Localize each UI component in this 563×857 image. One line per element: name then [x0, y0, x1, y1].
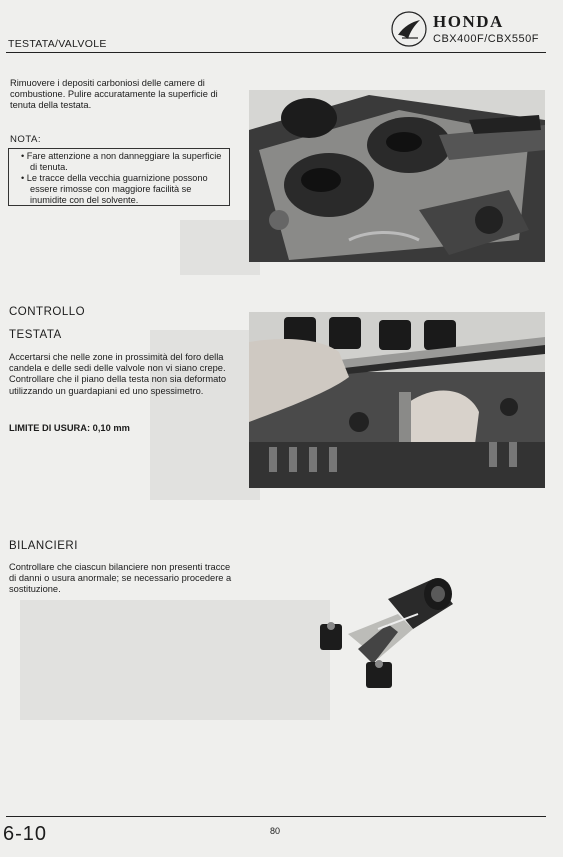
cleaning-paragraph: Rimuovere i depositi carboniosi delle camere di combustione. Pulire accuratamente la superficie di tenuta della testata. [10, 78, 218, 111]
service-limit: LIMITE DI USURA: 0,10 mm [9, 423, 130, 433]
inspection-paragraph: Accertarsi che nelle zone in prossimità del foro della candela e delle sedi delle valvole non vi siano crepe. Controllare che il piano della testa non sia deformato utilizzando un guardapiani ed uno spessimetro. [9, 352, 227, 396]
note-item-text: Fare attenzione a non danneggiare la superficie di tenuta. [26, 151, 222, 172]
bleed-through-shadow [20, 600, 330, 720]
note-item: • Fare attenzione a non danneggiare la superficie di tenuta. [21, 151, 222, 172]
section-heading-controllo: CONTROLLO [9, 306, 86, 318]
rocker-arm-photo [318, 574, 458, 698]
note-item-text: Le tracce della vecchia guarnizione possono essere rimosse con maggiore facilità se inumidite con del solvente. [26, 173, 208, 205]
straightedge-measurement-photo [249, 312, 545, 488]
section-subheading-testata: TESTATA [9, 329, 62, 341]
page-number: 80 [270, 826, 281, 836]
model-name: CBX400F/CBX550F [433, 33, 539, 45]
cylinder-head-photo [249, 90, 545, 262]
note-box [8, 148, 230, 206]
rocker-arm-paragraph: Controllare che ciascun bilanciere non presenti tracce di danni o usura anormale; se necessario procedere a sostituzione. [9, 562, 232, 595]
bleed-through-shadow [180, 220, 260, 275]
honda-wing-logo-icon [390, 10, 428, 48]
section-title: TESTATA/VALVOLE [8, 38, 107, 50]
footer-divider [6, 816, 546, 817]
brand-name: HONDA [433, 12, 504, 31]
page-code: 6-10 [3, 823, 48, 845]
note-item: • Le tracce della vecchia guarnizione possono essere rimosse con maggiore facilità se inumidite con del solvente. [21, 173, 208, 205]
header-divider [6, 52, 546, 53]
note-label: NOTA: [10, 134, 42, 145]
section-heading-bilancieri: BILANCIERI [9, 540, 78, 552]
